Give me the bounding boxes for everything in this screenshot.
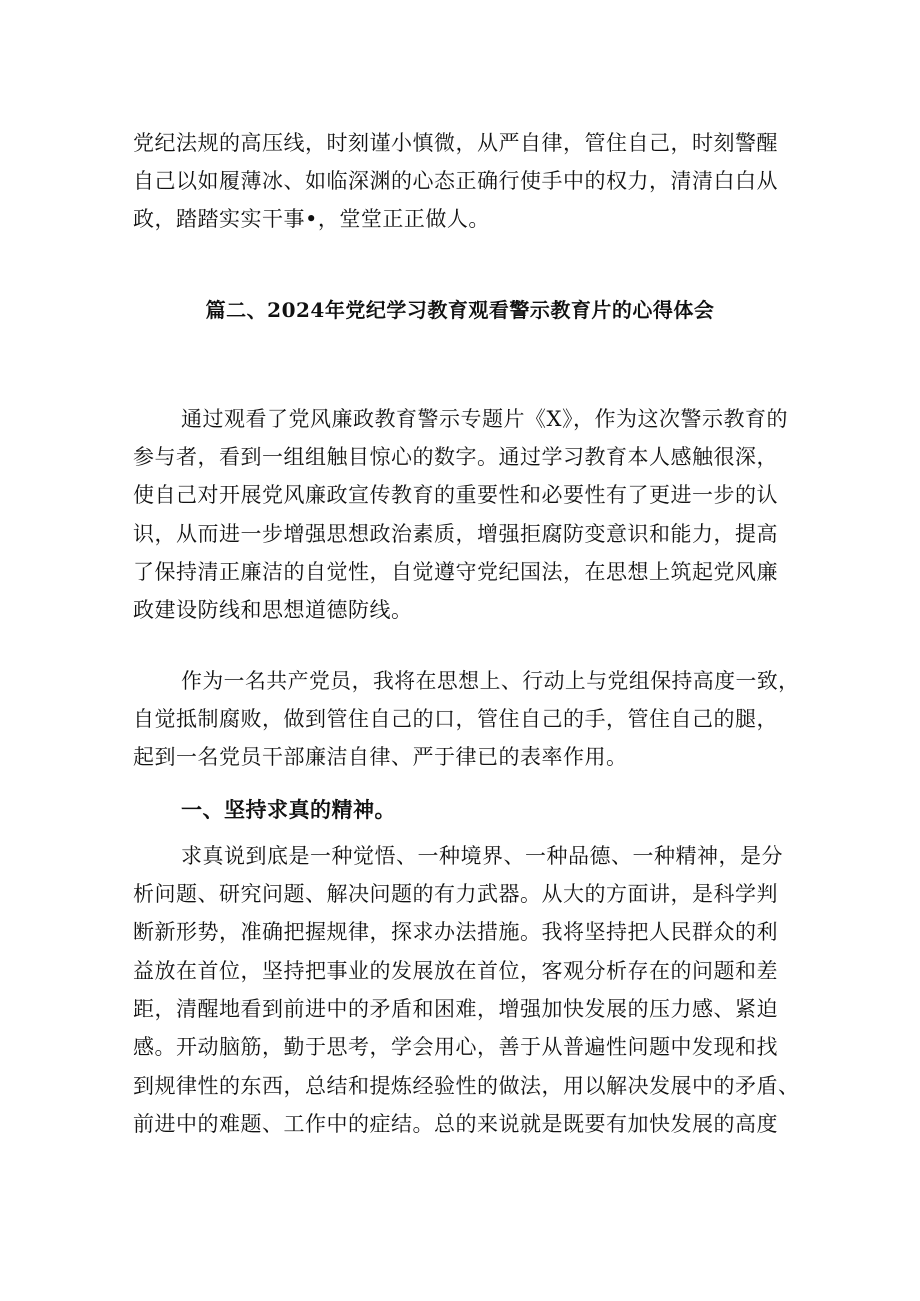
body-line: 自觉抵制腐败，做到管住自己的口，管住自己的手，管住自己的腿， <box>133 707 778 731</box>
body-line: 到规律性的东西，总结和提炼经验性的做法，用以解决发展中的矛盾、 <box>133 1074 800 1098</box>
body-line: 党纪法规的高压线，时刻谨小慎微，从严自律，管住自己，时刻警醒 <box>133 131 778 155</box>
body-line: 政建设防线和思想道德防线。 <box>133 598 413 622</box>
body-line: 距，清醒地看到前进中的矛盾和困难，增强加快发展的压力感、紧迫 <box>133 997 778 1021</box>
body-line: 作为一名共产党员，我将在思想上、行动上与党组保持高度一致， <box>181 669 800 693</box>
body-line: 感。开动脑筋，勤于思考，学会用心，善于从普遍性问题中发现和找 <box>133 1035 778 1059</box>
body-line: 前进中的难题、工作中的症结。总的来说就是既要有加快发展的高度 <box>133 1112 778 1136</box>
body-line: 政，踏踏实实干事•，堂堂正正做人。 <box>133 207 490 231</box>
body-line: 益放在首位，坚持把事业的发展放在首位，客观分析存在的问题和差 <box>133 959 778 983</box>
section-title: 篇二、2024年党纪学习教育观看警示教育片的心得体会 <box>205 298 715 322</box>
body-line: 使自己对开展党风廉政宣传教育的重要性和必要性有了更进一步的认 <box>133 483 778 507</box>
body-line: 通过观看了党风廉政教育警示专题片《X》，作为这次警示教育的 <box>181 407 788 431</box>
body-line: 识，从而进一步增强思想政治素质，增强拒腐防变意识和能力，提高 <box>133 522 778 546</box>
body-line: 析问题、研究问题、解决问题的有力武器。从大的方面讲，是科学判 <box>133 882 778 906</box>
body-line: 自己以如履薄冰、如临深渊的心态正确行使手中的权力，清清白白从 <box>133 169 778 193</box>
subheading: 一、坚持求真的精神。 <box>181 797 396 822</box>
body-line: 参与者，看到一组组触目惊心的数字。通过学习教育本人感触很深， <box>133 445 778 469</box>
body-line: 求真说到底是一种觉悟、一种境界、一种品德、一种精神，是分 <box>181 844 783 868</box>
body-line: 了保持清正廉洁的自觉性，自觉遵守党纪国法，在思想上筑起党风廉 <box>133 560 778 584</box>
body-line: 断新形势，准确把握规律，探求办法措施。我将坚持把人民群众的利 <box>133 920 778 944</box>
body-line: 起到一名党员干部廉洁自律、严于律已的表率作用。 <box>133 745 628 769</box>
